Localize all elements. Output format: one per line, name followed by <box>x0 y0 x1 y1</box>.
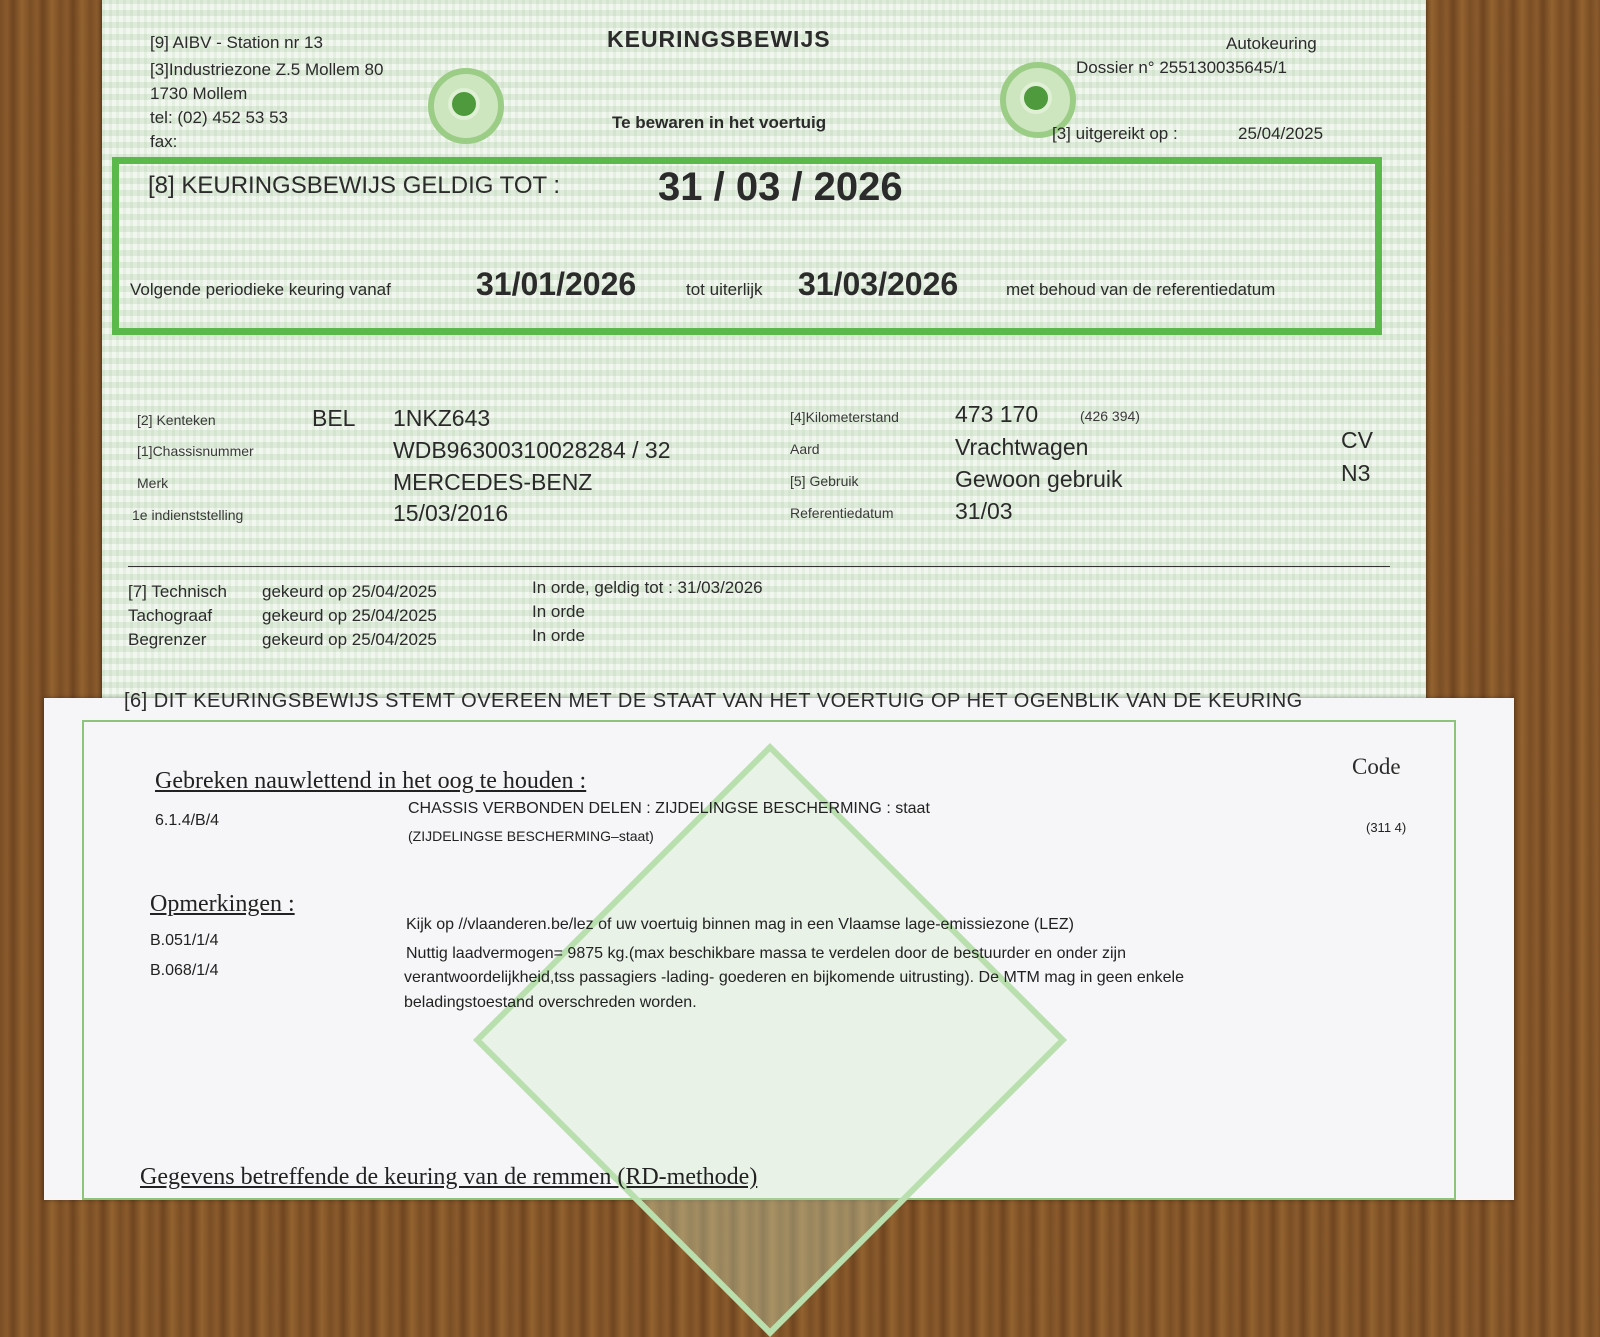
station-phone: tel: (02) 452 53 53 <box>150 108 288 127</box>
dossier-number: Dossier n° 255130035645/1 <box>1076 58 1287 77</box>
vehicle-type-label: Aard <box>790 441 820 457</box>
code-column-header: Code <box>1352 754 1401 779</box>
eye-logo-icon <box>428 68 504 144</box>
defect-ref: 6.1.4/B/4 <box>155 812 220 829</box>
document-subtitle: Te bewaren in het voertuig <box>612 113 827 132</box>
defect-text: CHASSIS VERBONDEN DELEN : ZIJDELINGSE BESCHERMING : staat <box>408 800 930 817</box>
remark-text: Kijk op //vlaanderen.be/lez of uw voertuig binnen mag in een Vlaamse lage-emissiezone (LEZ) <box>406 916 1074 933</box>
plate-label: [2] Kenteken <box>137 412 216 428</box>
brakes-heading: Gegevens betreffende de keuring van de remmen (RD-methode) <box>140 1164 758 1190</box>
remark-ref: B.051/1/4 <box>150 932 219 949</box>
next-inspection-from: 31/01/2026 <box>476 266 637 302</box>
plate-number: 1NKZ643 <box>393 405 491 431</box>
inspection-status: In orde, geldig tot : 31/03/2026 <box>532 578 763 597</box>
vehicle-type-value: Vrachtwagen <box>955 434 1089 460</box>
defect-code: (311 4) <box>1366 820 1407 835</box>
remarks-heading: Opmerkingen : <box>150 891 295 917</box>
inspection-status: In orde <box>532 602 585 621</box>
inspection-label: Tachograaf <box>128 606 213 625</box>
reference-date-value: 31/03 <box>955 498 1013 524</box>
inspection-status: In orde <box>532 626 585 645</box>
defect-subtext: (ZIJDELINGSE BESCHERMING–staat) <box>408 828 654 844</box>
next-inspection-mid: tot uiterlijk <box>686 280 763 299</box>
next-inspection-to: 31/03/2026 <box>798 266 959 302</box>
issued-label: [3] uitgereikt op : <box>1052 124 1178 143</box>
conformity-statement: [6] DIT KEURINGSBEWIJS STEMT OVEREEN MET DE STAAT VAN HET VOERTUIG OP HET OGENBLIK VAN DE KEURING <box>124 690 1303 712</box>
remark-text: beladingstoestand overschreden worden. <box>404 994 697 1011</box>
remark-ref: B.068/1/4 <box>150 962 219 979</box>
document-title: KEURINGSBEWIJS <box>607 26 831 52</box>
make-label: Merk <box>137 475 169 491</box>
inspection-label: Begrenzer <box>128 630 207 649</box>
defects-heading: Gebreken nauwlettend in het oog te houden : <box>155 768 587 794</box>
usage-value: Gewoon gebruik <box>955 466 1123 492</box>
remark-text: verantwoordelijkheid,tss passagiers -lading- goederen en bijkomende uitrusting). De MTM mag in geen enkele <box>404 969 1184 986</box>
first-registration-label: 1e indienststelling <box>132 507 244 523</box>
next-inspection-prefix: Volgende periodieke keuring vanaf <box>130 280 391 299</box>
inspection-date: gekeurd op 25/04/2025 <box>262 606 437 625</box>
vehicle-code-2: N3 <box>1341 460 1371 486</box>
validity-date: 31 / 03 / 2026 <box>658 165 903 209</box>
inspection-date: gekeurd op 25/04/2025 <box>262 582 437 601</box>
section-divider <box>128 566 1390 567</box>
vehicle-code-1: CV <box>1341 427 1373 453</box>
station-fax: fax: <box>150 132 178 151</box>
mileage-value: 473 170 <box>955 401 1039 427</box>
mileage-previous: (426 394) <box>1080 408 1140 424</box>
station-address: [3]Industriezone Z.5 Mollem 80 <box>150 60 384 79</box>
inspection-date: gekeurd op 25/04/2025 <box>262 630 437 649</box>
usage-label: [5] Gebruik <box>790 473 859 489</box>
remark-text: Nuttig laadvermogen= 9875 kg.(max beschikbare massa te verdelen door de bestuurder en onder zijn <box>406 945 1126 962</box>
station-name: [9] AIBV - Station nr 13 <box>150 33 323 52</box>
chassis-label: [1]Chassisnummer <box>137 443 254 459</box>
service-type: Autokeuring <box>1226 34 1317 53</box>
station-city: 1730 Mollem <box>150 84 248 103</box>
plate-country: BEL <box>312 405 356 431</box>
chassis-number: WDB96300310028284 / 32 <box>393 437 671 463</box>
inspection-label: [7] Technisch <box>128 582 227 601</box>
first-registration-date: 15/03/2016 <box>393 500 509 526</box>
mileage-label: [4]Kilometerstand <box>790 409 899 425</box>
make-value: MERCEDES-BENZ <box>393 469 593 495</box>
issued-date: 25/04/2025 <box>1238 124 1324 143</box>
validity-label: [8] KEURINGSBEWIJS GELDIG TOT : <box>148 172 561 199</box>
reference-date-label: Referentiedatum <box>790 505 894 521</box>
next-inspection-suffix: met behoud van de referentiedatum <box>1006 280 1276 299</box>
